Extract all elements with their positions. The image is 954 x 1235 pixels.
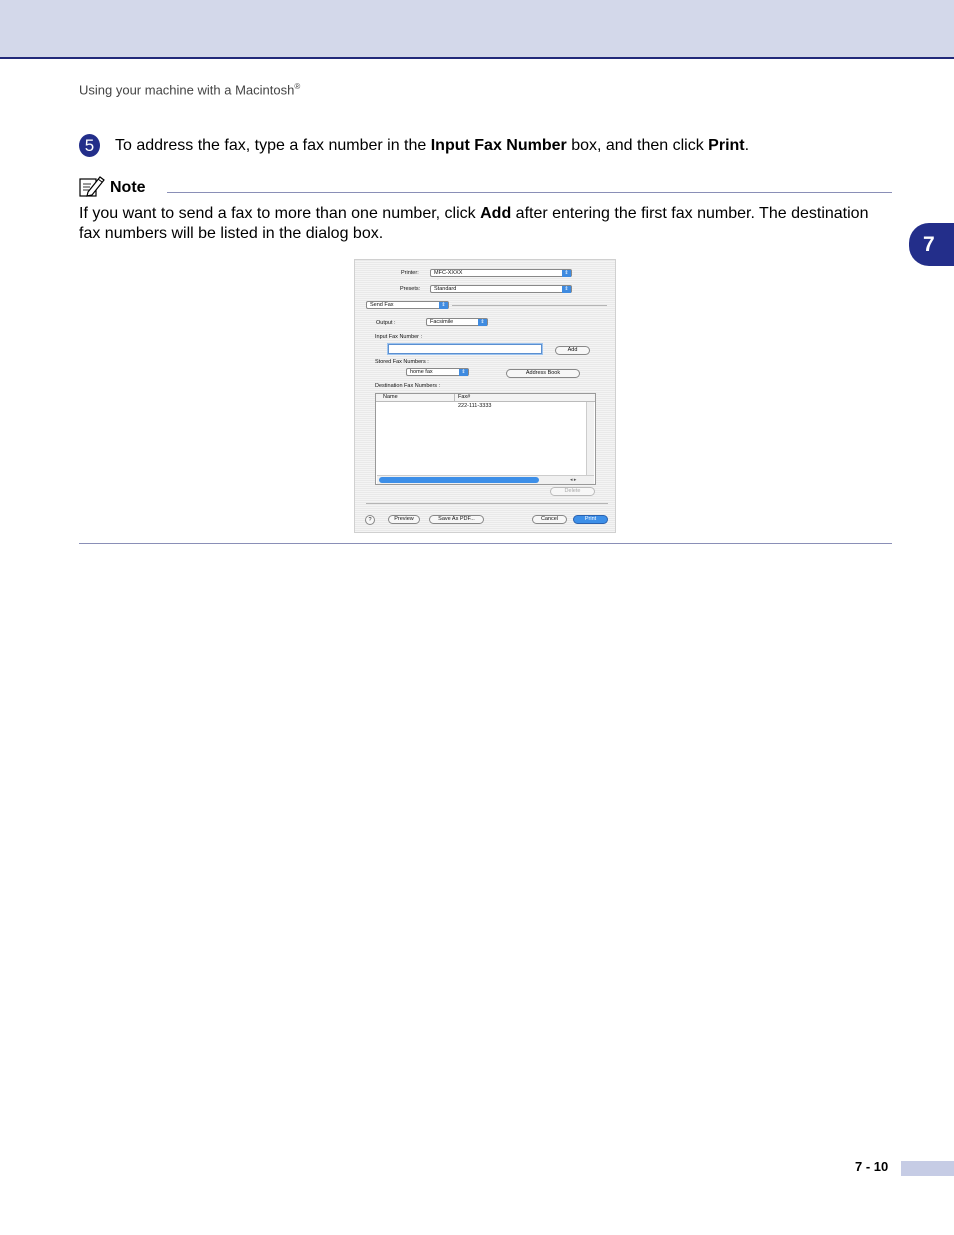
table-row[interactable] (376, 402, 586, 410)
destination-table (375, 393, 596, 485)
delete-button[interactable]: Delete (550, 487, 595, 496)
address-book-button[interactable]: Address Book (506, 369, 580, 378)
input-fax-label: Input Fax Number : (375, 334, 423, 340)
header-band (0, 0, 954, 59)
printer-popup[interactable]: MFC-XXXX ⇕ (430, 269, 572, 277)
scrollbar-thumb[interactable] (379, 477, 539, 483)
page-number-bar (901, 1161, 954, 1176)
popup-arrows-icon: ⇕ (478, 319, 487, 326)
column-name-header[interactable]: Name (383, 394, 398, 400)
destination-label: Destination Fax Numbers : (375, 383, 441, 389)
note-title: Note (110, 179, 146, 196)
stored-fax-label: Stored Fax Numbers : (375, 359, 429, 365)
table-header (376, 394, 595, 402)
vertical-scrollbar[interactable] (586, 402, 594, 475)
column-separator (454, 394, 455, 401)
popup-arrows-icon: ⇕ (562, 270, 571, 277)
presets-label: Presets: (400, 286, 421, 292)
popup-arrows-icon: ⇕ (459, 369, 468, 376)
note-divider (167, 192, 892, 193)
step-number-badge: 5 (79, 134, 100, 157)
panel-divider (452, 305, 607, 306)
save-as-pdf-button[interactable]: Save As PDF... (429, 515, 484, 524)
panel-popup[interactable]: Send Fax ⇕ (366, 301, 449, 309)
output-popup[interactable]: Facsimile ⇕ (426, 318, 488, 326)
presets-popup[interactable]: Standard ⇕ (430, 285, 572, 293)
input-fax-number-field[interactable] (388, 344, 542, 354)
preview-button[interactable]: Preview (388, 515, 420, 524)
note-body: If you want to send a fax to more than one number, click Add after entering the first fax number. The destination fax numbers will be listed in the dialog box. (79, 205, 869, 242)
print-button[interactable]: Print (573, 515, 608, 524)
stored-fax-popup[interactable]: home fax ⇕ (406, 368, 469, 376)
note-header (79, 174, 892, 198)
step-text: To address the fax, type a fax number in the Input Fax Number box, and then click Print. (115, 137, 750, 154)
chapter-tab: 7 (909, 223, 954, 266)
column-fax-header[interactable]: Fax# (458, 394, 471, 400)
section-end-divider (79, 543, 892, 544)
output-label: Output : (376, 320, 396, 326)
help-button[interactable]: ? (365, 515, 375, 525)
page-number: 7 - 10 (855, 1159, 889, 1174)
dialog-divider (366, 503, 608, 504)
printer-label: Printer: (401, 270, 419, 276)
add-button[interactable]: Add (555, 346, 590, 355)
row-fax: 222-111-3333 (458, 403, 492, 409)
popup-arrows-icon: ⇕ (439, 302, 448, 309)
popup-arrows-icon: ⇕ (562, 286, 571, 293)
horizontal-scrollbar[interactable] (377, 475, 594, 484)
note-pencil-icon (79, 174, 105, 198)
send-fax-dialog-screenshot (354, 259, 616, 533)
scroll-arrows-icon[interactable]: ◂ ▸ (570, 477, 577, 483)
running-title: Using your machine with a Macintosh® (79, 82, 301, 98)
cancel-button[interactable]: Cancel (532, 515, 567, 524)
